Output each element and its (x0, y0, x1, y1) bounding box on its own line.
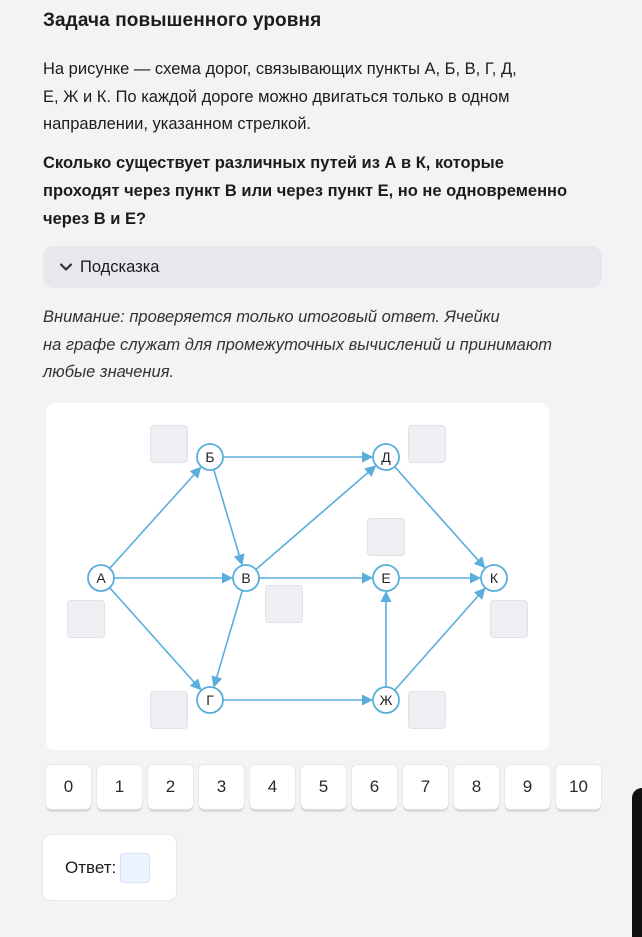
graph-node (88, 565, 114, 591)
answer-input[interactable] (120, 853, 150, 883)
number-key[interactable]: 3 (199, 765, 244, 809)
number-key[interactable]: 7 (403, 765, 448, 809)
attention-note-line: любые значения. (43, 363, 175, 381)
cell-node-d[interactable] (408, 425, 446, 463)
answer-label: Ответ: (65, 857, 117, 877)
number-key[interactable]: 0 (46, 765, 91, 809)
task-description-line: направлении, указанном стрелкой. (43, 115, 311, 133)
task-question (43, 149, 613, 233)
number-key[interactable]: 4 (250, 765, 295, 809)
graph-node (481, 565, 507, 591)
graph-node-label: Г (206, 692, 214, 708)
number-key[interactable]: 2 (148, 765, 193, 809)
task-description-line: Е, Ж и К. По каждой дороге можно двигаться только в одном (43, 87, 510, 106)
graph-node (197, 444, 223, 470)
graph-node-label: Д (381, 449, 391, 465)
road-graph (46, 403, 549, 750)
cell-node-v[interactable] (265, 585, 303, 623)
graph-node (197, 687, 223, 713)
graph-node-label: Е (381, 570, 391, 586)
number-key[interactable]: 8 (454, 765, 499, 809)
graph-edge (110, 467, 201, 568)
task-question-line: через В и Е? (43, 210, 147, 228)
hint-toggle[interactable] (43, 246, 602, 288)
cell-node-zh[interactable] (408, 691, 446, 729)
hint-label: Подсказка (80, 257, 160, 276)
cell-node-a[interactable] (67, 600, 105, 638)
graph-edge (395, 588, 485, 690)
graph-edge (256, 466, 376, 569)
graph-node-label: А (96, 570, 106, 586)
number-key[interactable]: 1 (97, 765, 142, 809)
task-title: Задача повышенного уровня (43, 10, 322, 31)
attention-note-line: на графе служат для промежуточных вычислений и принимают (43, 335, 552, 354)
chevron-down-icon (58, 259, 74, 275)
road-graph-canvas (46, 403, 549, 750)
edge-overlay (632, 788, 642, 937)
task-question-line: проходят через пункт В или через пункт Е, но не одновременно (43, 182, 568, 200)
attention-note (43, 304, 603, 387)
answer-box (43, 835, 176, 900)
graph-node-label: К (489, 570, 499, 586)
task-description-line: На рисунке — схема дорог, связывающих пункты А, Б, В, Г, Д, (43, 60, 517, 78)
graph-edge (214, 590, 242, 686)
number-keyboard (46, 765, 606, 815)
cell-node-k[interactable] (490, 600, 528, 638)
attention-note-line: Внимание: проверяется только итоговый ответ. Ячейки (43, 308, 500, 326)
task-question-line: Сколько существует различных путей из А в К, которые (43, 154, 504, 172)
cell-node-g[interactable] (150, 691, 188, 729)
number-key[interactable]: 5 (301, 765, 346, 809)
cell-node-b[interactable] (150, 425, 188, 463)
graph-node (373, 565, 399, 591)
graph-edge (214, 469, 242, 564)
graph-edge (395, 467, 485, 568)
graph-node (373, 687, 399, 713)
graph-node-label: В (241, 570, 251, 586)
cell-node-e[interactable] (367, 518, 405, 556)
graph-edge (110, 588, 201, 690)
number-key[interactable]: 10 (556, 765, 601, 809)
graph-node-label: Б (205, 449, 215, 465)
graph-node (233, 565, 259, 591)
graph-node (373, 444, 399, 470)
task-description (43, 56, 583, 139)
number-key[interactable]: 6 (352, 765, 397, 809)
number-key[interactable]: 9 (505, 765, 550, 809)
graph-node-label: Ж (379, 692, 393, 708)
